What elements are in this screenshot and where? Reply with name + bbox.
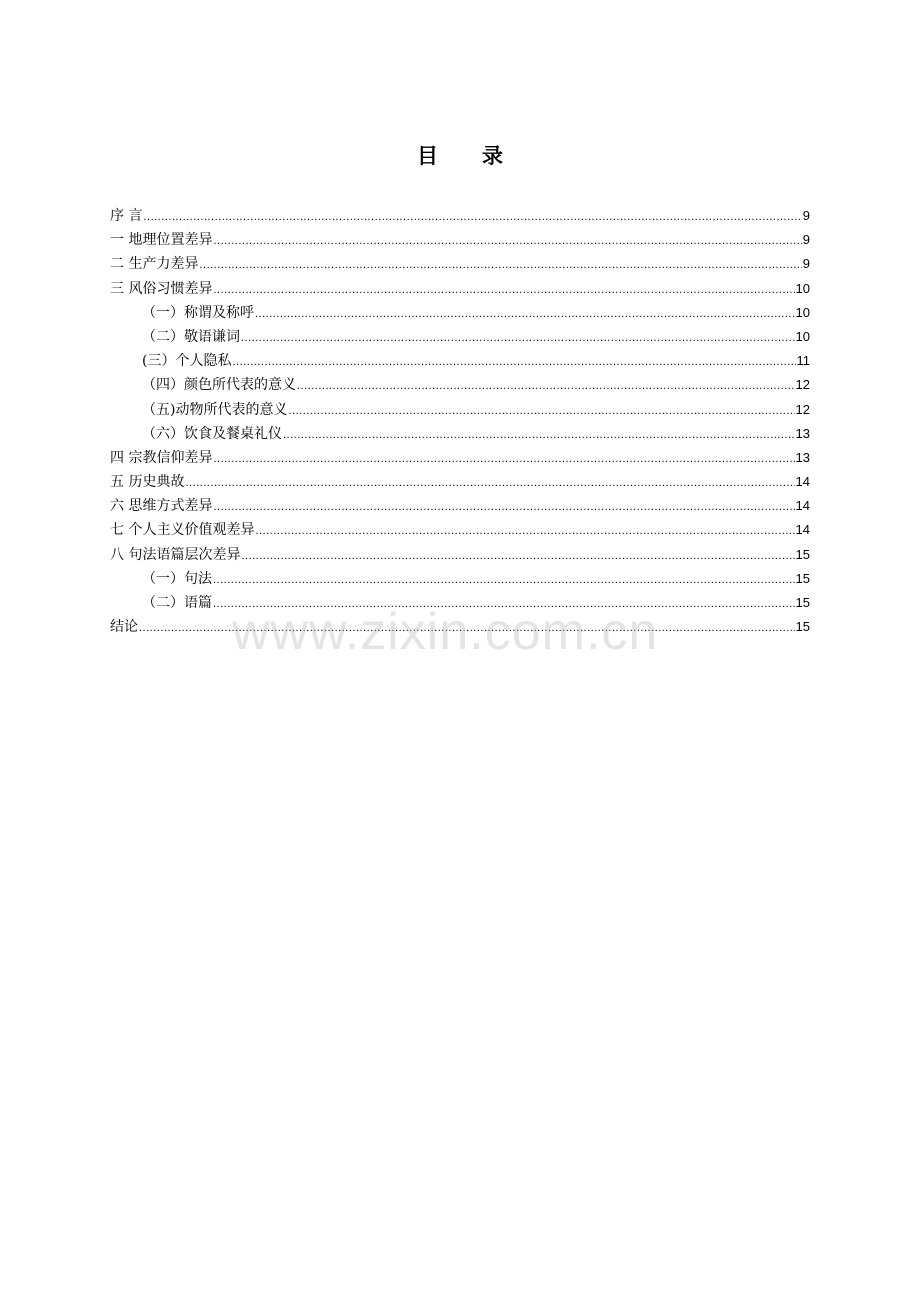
toc-entry-page-number: 10	[795, 304, 810, 320]
toc-dot-leader	[213, 495, 794, 519]
toc-entry-label: 六 思维方式差异	[110, 498, 213, 515]
toc-list	[110, 204, 810, 639]
toc-entry[interactable]	[110, 518, 810, 542]
toc-dot-leader	[288, 399, 794, 423]
toc-entry[interactable]	[110, 543, 810, 567]
toc-entry-page-number: 9	[802, 256, 810, 272]
toc-dot-leader	[213, 229, 801, 253]
toc-entry-label: 序 言	[110, 208, 143, 224]
toc-entry-page-number: 12	[795, 401, 810, 417]
toc-entry-page-number: 15	[795, 546, 810, 562]
toc-dot-leader	[241, 544, 794, 568]
toc-entry-label: 七 个人主义价值观差异	[110, 522, 255, 539]
toc-dot-leader	[213, 278, 794, 302]
toc-entry-label: （五)动物所代表的意义	[142, 401, 288, 418]
toc-dot-leader	[283, 423, 795, 447]
toc-entry[interactable]	[110, 470, 810, 494]
toc-entry-page-number: 10	[795, 280, 810, 296]
toc-entry-page-number: 9	[802, 232, 810, 248]
toc-entry-page-number: 13	[795, 449, 810, 465]
toc-entry[interactable]	[110, 325, 810, 349]
toc-entry[interactable]	[110, 446, 810, 470]
toc-entry[interactable]	[110, 277, 810, 301]
toc-entry-label: (三）个人隐私	[142, 353, 232, 370]
toc-entry[interactable]	[110, 494, 810, 518]
toc-entry[interactable]	[110, 252, 810, 276]
toc-dot-leader	[241, 326, 795, 350]
toc-entry-label: 二 生产力差异	[110, 256, 199, 273]
toc-entry-page-number: 10	[795, 328, 810, 344]
toc-entry-label: 三 风俗习惯差异	[110, 280, 213, 297]
toc-entry[interactable]	[110, 591, 810, 615]
toc-entry-page-number: 15	[795, 570, 810, 586]
toc-dot-leader	[213, 447, 794, 471]
toc-entry[interactable]	[110, 204, 810, 228]
toc-entry-label: （六）饮食及餐桌礼仪	[142, 425, 282, 442]
toc-entry-label: （四）颜色所代表的意义	[142, 377, 296, 394]
toc-dot-leader	[185, 471, 794, 495]
toc-dot-leader	[255, 302, 795, 326]
toc-dot-leader	[213, 592, 795, 616]
toc-entry-label: （一）称谓及称呼	[142, 304, 254, 321]
toc-entry-page-number: 14	[795, 474, 810, 490]
toc-entry-page-number: 14	[795, 498, 810, 514]
toc-entry-label: （二）敬语谦词	[142, 328, 240, 345]
toc-entry-label: （二）语篇	[142, 595, 212, 611]
toc-entry[interactable]	[110, 228, 810, 252]
toc-entry-page-number: 11	[796, 353, 810, 369]
toc-dot-leader	[213, 568, 795, 592]
toc-entry-label: 结论	[110, 619, 138, 636]
toc-entry-label: 一 地理位置差异	[110, 232, 213, 249]
toc-entry[interactable]	[110, 398, 810, 422]
toc-entry-label: 五 历史典故	[110, 474, 185, 491]
toc-dot-leader	[255, 519, 794, 543]
toc-entry-page-number: 9	[802, 208, 810, 223]
toc-dot-leader	[199, 253, 801, 277]
toc-entry-label: 四 宗教信仰差异	[110, 449, 213, 466]
toc-entry[interactable]	[110, 422, 810, 446]
toc-entry-page-number: 14	[795, 522, 810, 538]
toc-title-part-1: 目	[417, 143, 438, 168]
toc-entry-label: （一）句法	[142, 570, 212, 587]
toc-entry-page-number: 13	[795, 425, 810, 441]
toc-dot-leader	[232, 350, 795, 374]
toc-entry[interactable]	[110, 373, 810, 397]
toc-entry[interactable]	[110, 349, 810, 373]
toc-entry[interactable]	[110, 567, 810, 591]
toc-entry-page-number: 15	[795, 619, 810, 635]
toc-dot-leader	[139, 616, 795, 640]
toc-title	[0, 141, 920, 171]
toc-title-part-2: 录	[482, 143, 503, 168]
toc-entry-page-number: 12	[795, 377, 810, 393]
toc-entry-page-number: 15	[795, 595, 810, 610]
toc-dot-leader	[143, 205, 801, 229]
toc-entry-label: 八 句法语篇层次差异	[110, 546, 241, 563]
watermark: www.zixin.com.cn	[232, 603, 659, 661]
toc-entry[interactable]	[110, 301, 810, 325]
toc-dot-leader	[297, 374, 795, 398]
toc-entry[interactable]	[110, 615, 810, 639]
